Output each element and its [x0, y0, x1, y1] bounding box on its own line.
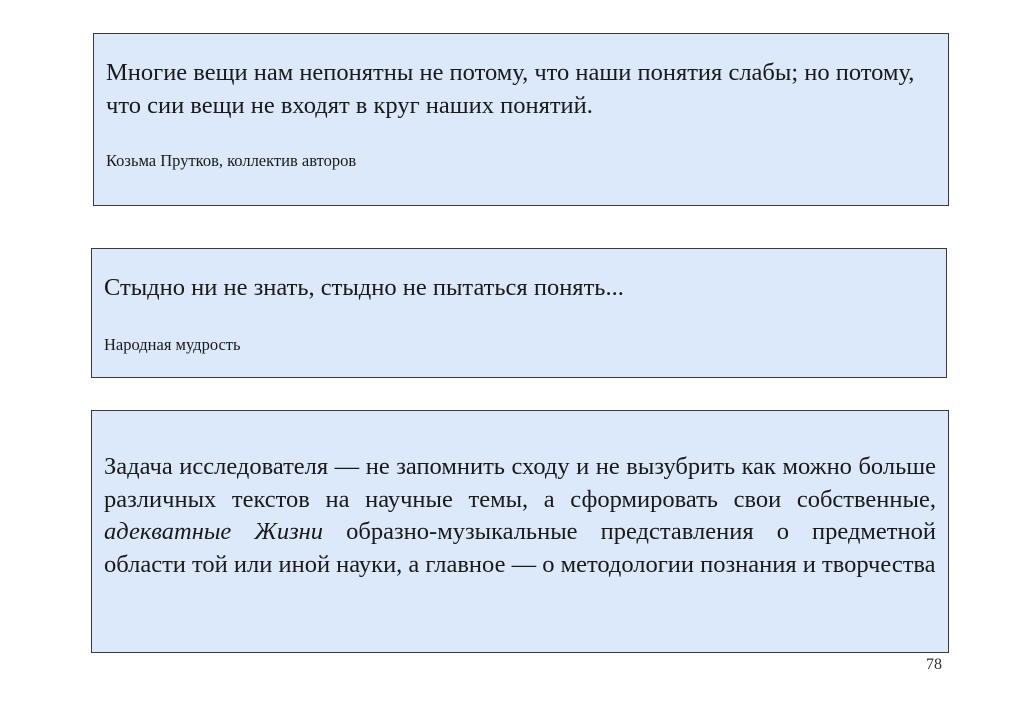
quote-text: Стыдно ни не знать, стыдно не пытаться понять...	[104, 274, 624, 301]
quote-text: Многие вещи нам непонятны не потому, что наши понятия слабы; но потому, что сии вещи не входят в круг наших понятий.	[106, 59, 915, 119]
quote-text-part: Задача исследователя — не запомнить сходу и не вызубрить как можно больше различных текстов на научные темы, а сформировать свои собственные,	[104, 453, 936, 513]
quote-box-folk-wisdom	[91, 248, 947, 378]
quote-author: Козьма Прутков, коллектив авторов	[106, 151, 357, 170]
page-number: 78	[926, 656, 942, 673]
quote-box-prutkov	[93, 33, 949, 206]
quote-author: Народная мудрость	[104, 335, 241, 354]
quote-text	[104, 451, 936, 581]
quote-text-part: образно-музыкальные представления о предметной области той или иной науки, а главное — о методологии познания и творчества	[104, 518, 936, 578]
quote-emphasis: адекватные Жизни	[104, 518, 324, 545]
quote-box-researcher-task	[91, 410, 949, 653]
